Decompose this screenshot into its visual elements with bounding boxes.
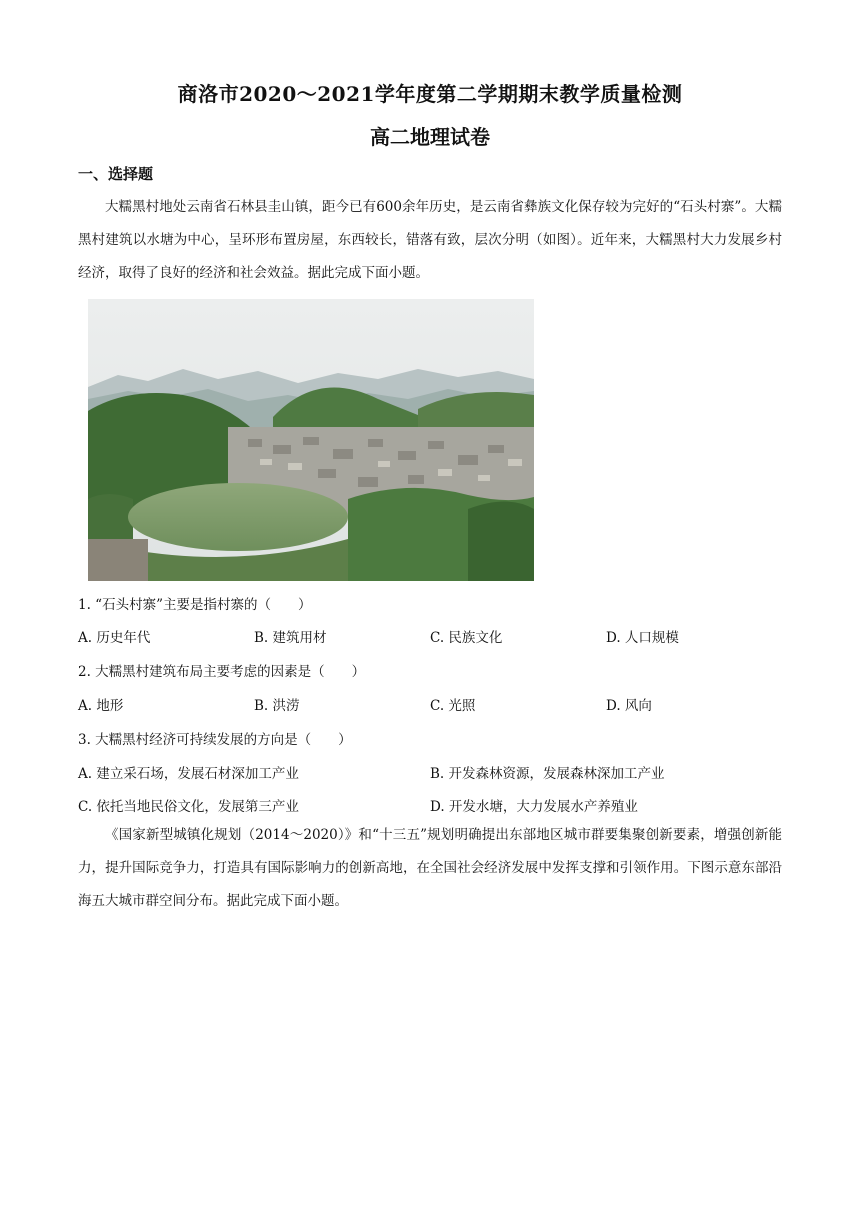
- q1-option-c: C. 民族文化: [430, 630, 503, 646]
- question-2-stem: 2. 大糯黑村建筑布局主要考虑的因素是（ ）: [78, 664, 366, 680]
- q2-option-a: A. 地形: [78, 698, 124, 714]
- section-heading: 一、选择题: [78, 165, 154, 183]
- exam-title: 商洛市2020～2021学年度第二学期期末教学质量检测: [177, 82, 683, 106]
- q1-option-b: B. 建筑用材: [254, 630, 327, 646]
- q3-option-c: C. 依托当地民俗文化，发展第三产业: [78, 799, 299, 815]
- question-3-stem: 3. 大糯黑村经济可持续发展的方向是（ ）: [78, 732, 352, 748]
- question-1-stem: 1. “石头村寨”主要是指村寨的（ ）: [78, 597, 312, 613]
- village-photo: [88, 299, 534, 581]
- q2-option-c: C. 光照: [430, 698, 476, 714]
- q3-option-b: B. 开发森林资源，发展森林深加工产业: [430, 766, 665, 782]
- passage-city-clusters: 《国家新型城镇化规划（2014～2020）》和“十三五”规划明确提出东部地区城市群要集聚创新要素，增强创新能力，提升国际竞争力，打造具有国际影响力的创新高地，在全国社会经济发展中发挥支撑和引领作用。下图示意东部沿海五大城市群空间分布。据此完成下面小题。: [78, 827, 782, 909]
- q3-option-a: A. 建立采石场，发展石材深加工产业: [78, 766, 299, 782]
- passage-village: 大糯黑村地处云南省石林县圭山镇，距今已有600余年历史，是云南省彝族文化保存较为完好的“石头村寨”。大糯黑村建筑以水塘为中心，呈环形布置房屋，东西较长，错落有致，层次分明（如图）。近年来，大糯黑村大力发展乡村经济，取得了良好的经济和社会效益。据此完成下面小题。: [78, 199, 782, 281]
- q2-option-d: D. 风向: [606, 698, 652, 714]
- q1-option-d: D. 人口规模: [606, 630, 679, 646]
- q3-option-d: D. 开发水塘，大力发展水产养殖业: [430, 799, 638, 815]
- q2-option-b: B. 洪涝: [254, 698, 300, 714]
- exam-subtitle: 高二地理试卷: [370, 125, 490, 149]
- q1-option-a: A. 历史年代: [78, 630, 151, 646]
